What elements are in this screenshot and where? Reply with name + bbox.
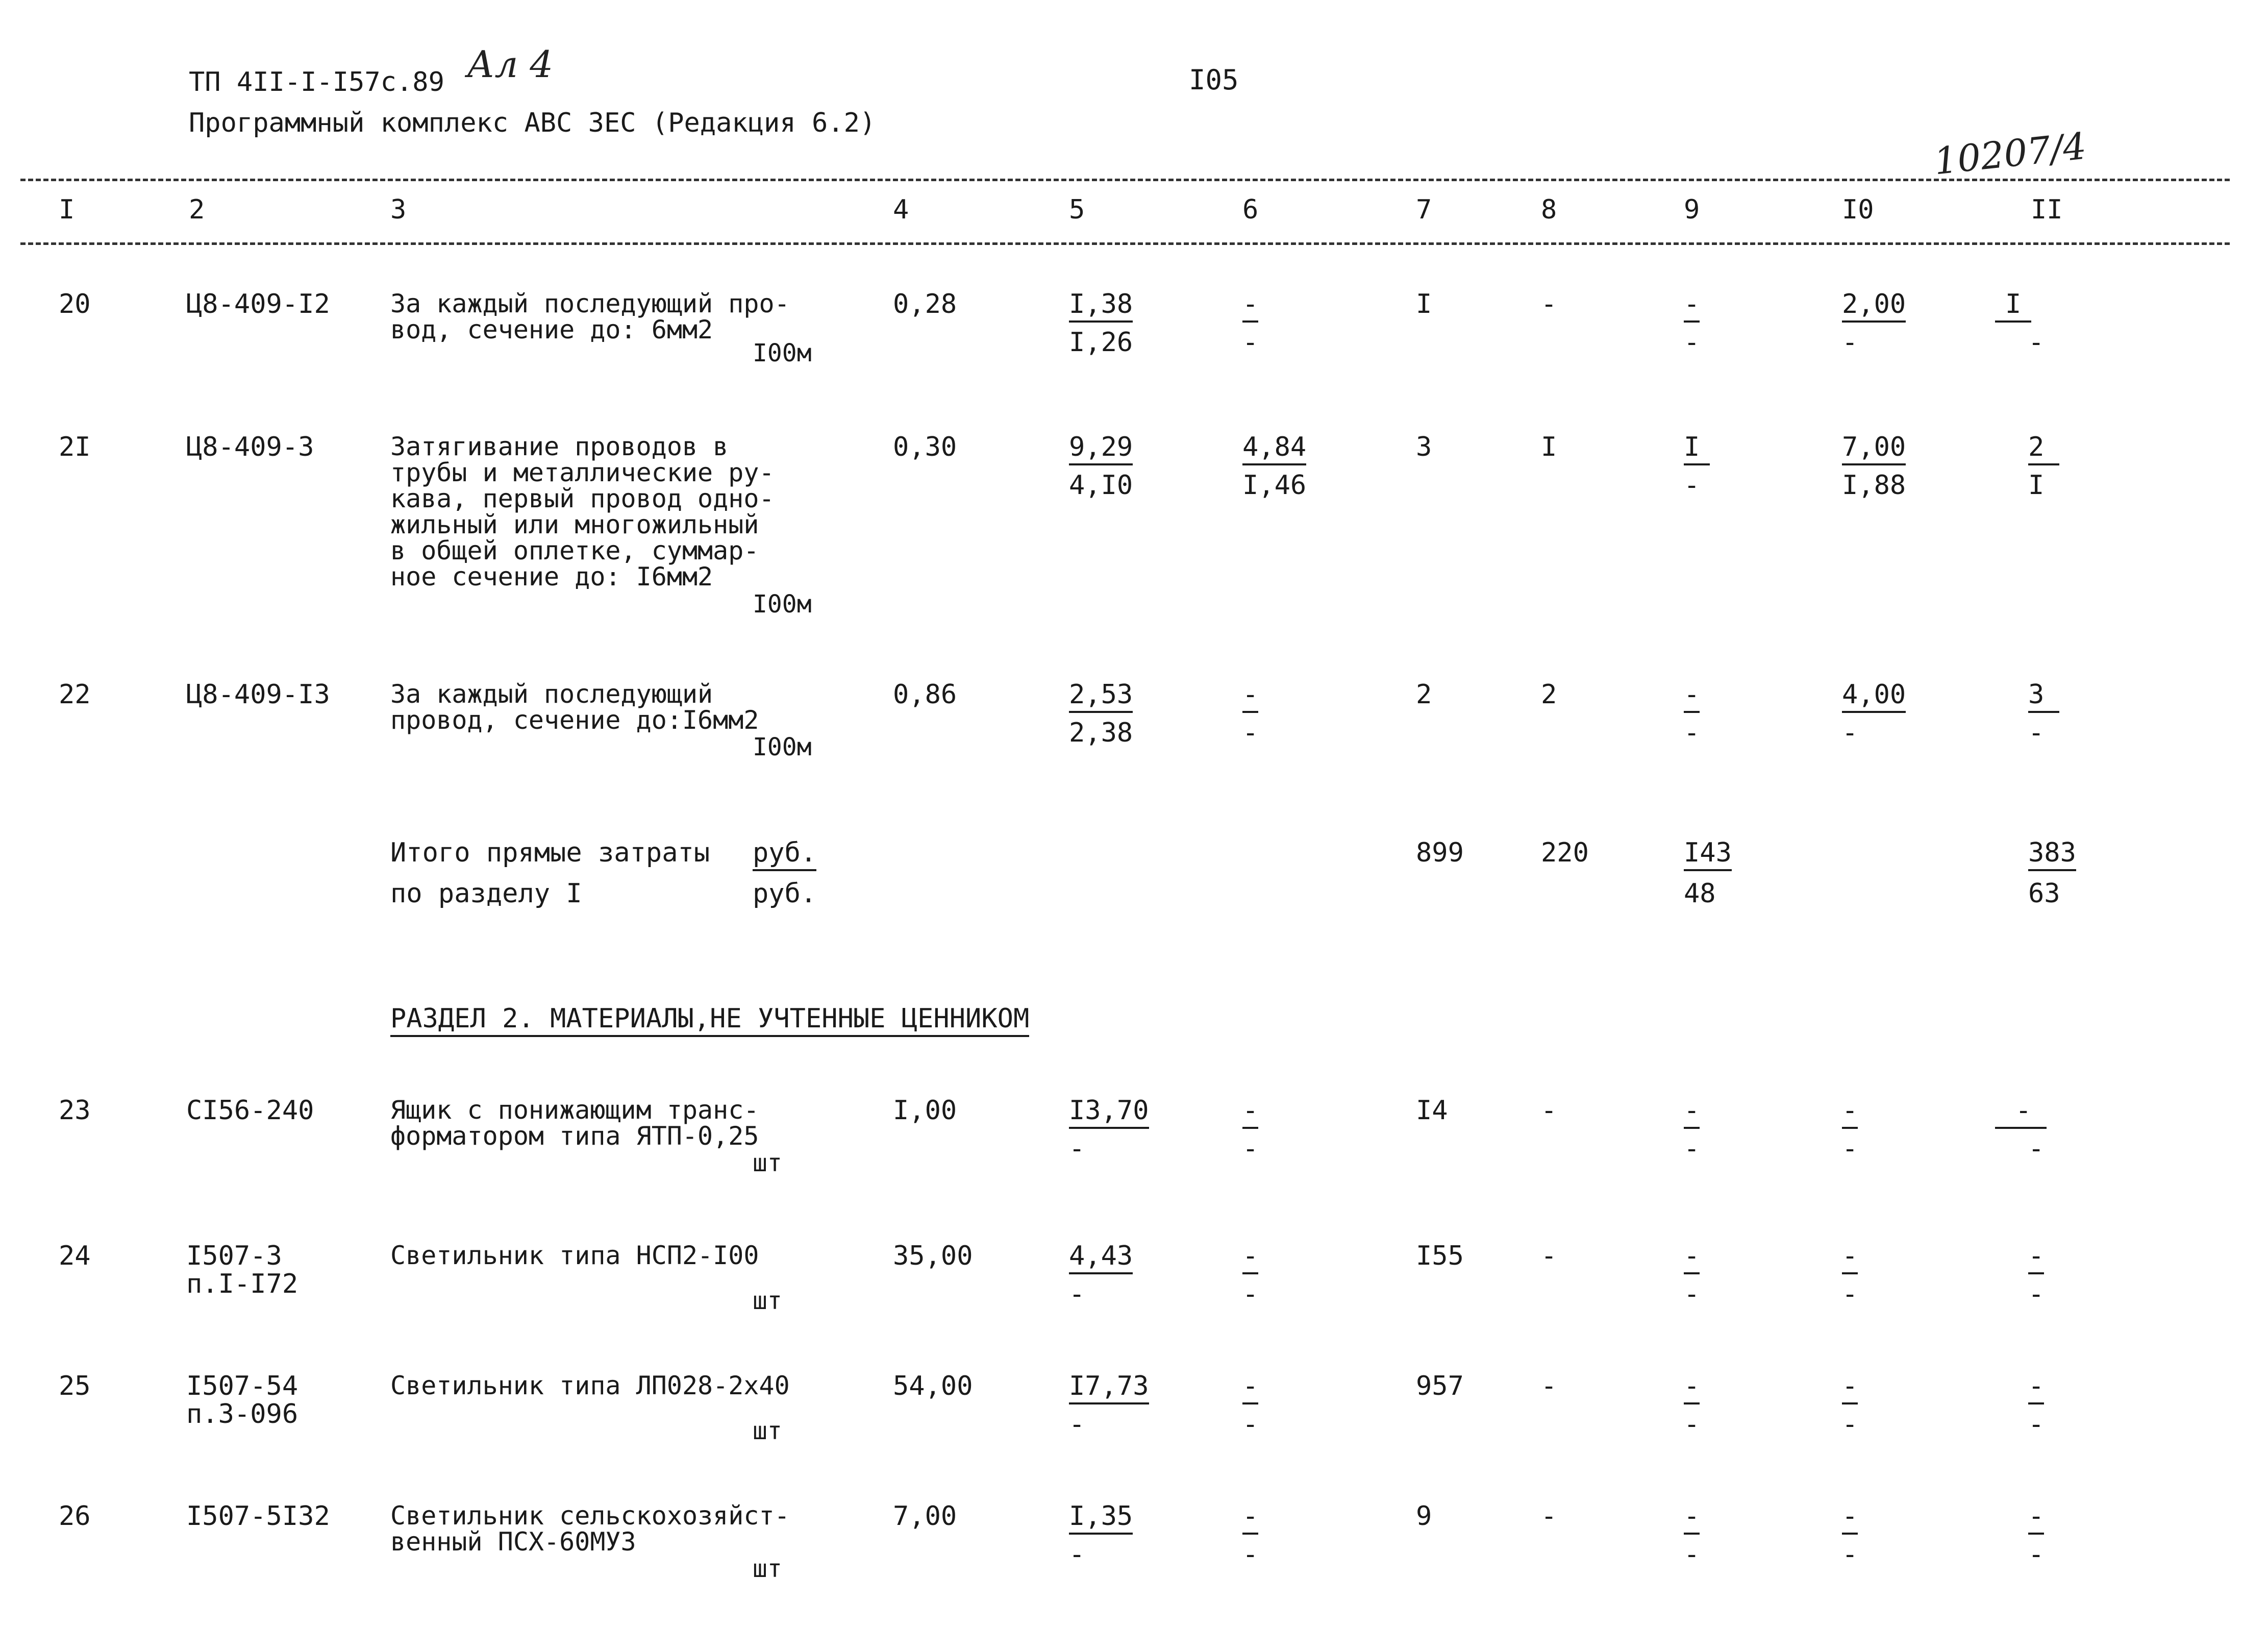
- unit-cost-total: 2,53: [1069, 679, 1133, 713]
- unit-cost-wages: -: [1069, 1279, 1085, 1310]
- labor-unit-machine: -: [1842, 1133, 1858, 1164]
- unit-cost-machines: -: [1242, 679, 1258, 713]
- total-cost: 9: [1416, 1501, 1432, 1532]
- total-machines: -: [1684, 1095, 1700, 1129]
- total-wages: -: [1541, 289, 1557, 319]
- total-cost: I55: [1416, 1241, 1464, 1271]
- column-header: 5: [1069, 194, 1085, 225]
- total-machine-wages: -: [1684, 718, 1700, 748]
- unit-cost-total: 4,43: [1069, 1241, 1133, 1274]
- row-number: 26: [59, 1501, 91, 1532]
- total-machines: I43: [1684, 837, 1732, 871]
- rate-code: СI56-240: [186, 1095, 314, 1126]
- archive-number: 10207/4: [1932, 124, 2088, 183]
- column-header: I0: [1842, 194, 1874, 225]
- quantity: 0,86: [893, 679, 957, 710]
- column-header: I: [59, 194, 75, 225]
- labor-unit-machine: -: [1842, 327, 1858, 358]
- column-header: 6: [1242, 194, 1259, 225]
- row-number: 25: [59, 1371, 91, 1401]
- total-machine-wages: 48: [1684, 878, 1716, 909]
- column-header: 9: [1684, 194, 1700, 225]
- unit-cost-machine-wages: -: [1242, 1279, 1259, 1310]
- unit-cost-wages: 4,I0: [1069, 470, 1133, 501]
- total-machines: -: [1684, 1241, 1700, 1274]
- document-subtitle: Программный комплекс АВС 3ЕС (Редакция 6.2): [189, 108, 876, 138]
- unit-cost-wages: -: [1069, 1133, 1085, 1164]
- unit-cost-total: 9,29: [1069, 432, 1133, 465]
- labor-total-machine: -: [2028, 1133, 2045, 1164]
- column-header: 3: [390, 194, 407, 225]
- unit-cost-total: I,35: [1069, 1501, 1133, 1535]
- labor-total: -: [2028, 1241, 2044, 1274]
- rate-code: I507-5I32: [186, 1501, 330, 1532]
- material-description: Ящик с понижающим транс- форматором типа ЯТП-0,25: [390, 1095, 759, 1151]
- unit-cost-machine-wages: -: [1242, 718, 1259, 748]
- quantity: 0,30: [893, 432, 957, 462]
- labor-total: 383: [2028, 837, 2076, 871]
- labor-total-machine: -: [2028, 1539, 2045, 1570]
- rate-code: Ц8-409-I3: [186, 679, 330, 710]
- total-label-section: по разделу I: [390, 878, 582, 909]
- unit-cost-machine-wages: -: [1242, 1539, 1259, 1570]
- unit-of-measure: шт: [753, 1555, 782, 1583]
- total-cost: I: [1416, 289, 1432, 319]
- total-machines: -: [1684, 289, 1700, 323]
- total-wages: 220: [1541, 837, 1589, 868]
- total-cost: 2: [1416, 679, 1432, 710]
- labor-unit: 2,00: [1842, 289, 1906, 323]
- total-cost: 899: [1416, 837, 1464, 868]
- unit-cost-machines: -: [1242, 1371, 1258, 1404]
- rate-code: I507-3: [186, 1241, 282, 1271]
- column-header: 7: [1416, 194, 1432, 225]
- row-number: 22: [59, 679, 91, 710]
- total-wages: I: [1541, 432, 1557, 462]
- unit-cost-total: I3,70: [1069, 1095, 1149, 1129]
- work-description: Затягивание проводов в трубы и металлические ру- кава, первый провод одно- жильный или многожильный в общей оплетке, суммар- ное сечение до: I6мм2: [390, 432, 775, 591]
- unit-cost-wages: -: [1069, 1409, 1085, 1440]
- total-cost: 957: [1416, 1371, 1464, 1401]
- unit-cost-machines: -: [1242, 1501, 1258, 1535]
- total-machine-wages: -: [1684, 1539, 1700, 1570]
- total-machine-wages: -: [1684, 1133, 1700, 1164]
- labor-unit: -: [1842, 1095, 1858, 1129]
- column-header: II: [2031, 194, 2063, 225]
- unit-cost-total: I,38: [1069, 289, 1133, 323]
- column-header: 8: [1541, 194, 1557, 225]
- row-number: 2I: [59, 432, 91, 462]
- material-description: Светильник типа НСП2-I00: [390, 1241, 759, 1270]
- unit-cost-machine-wages: I,46: [1242, 470, 1307, 501]
- unit-of-measure: I00м: [753, 339, 812, 367]
- rate-code: Ц8-409-3: [186, 432, 314, 462]
- unit-cost-wages: 2,38: [1069, 718, 1133, 748]
- total-unit-wages: руб.: [753, 878, 817, 909]
- total-machines: -: [1684, 1371, 1700, 1404]
- labor-total: I: [1995, 289, 2031, 323]
- section-title: РАЗДЕЛ 2. МАТЕРИАЛЫ,НЕ УЧТЕННЫЕ ЦЕННИКОМ: [390, 1003, 1029, 1037]
- total-label: Итого прямые затраты: [390, 837, 710, 868]
- total-machine-wages: -: [1684, 1279, 1700, 1310]
- total-machine-wages: -: [1684, 1409, 1700, 1440]
- quantity: 0,28: [893, 289, 957, 319]
- header-rule-top: [20, 179, 2230, 181]
- labor-total: 3: [2028, 679, 2059, 713]
- total-wages: -: [1541, 1501, 1557, 1532]
- total-machine-wages: -: [1684, 327, 1700, 358]
- labor-total-machine: I: [2028, 470, 2045, 501]
- rate-code-item: п.3-096: [186, 1399, 298, 1429]
- unit-of-measure: шт: [753, 1287, 782, 1315]
- unit-of-measure: I00м: [753, 590, 812, 619]
- page-number: I05: [1189, 64, 1239, 96]
- total-cost: 3: [1416, 432, 1432, 462]
- labor-unit-machine: -: [1842, 1539, 1858, 1570]
- quantity: 7,00: [893, 1501, 957, 1532]
- rate-code: Ц8-409-I2: [186, 289, 330, 319]
- unit-cost-machine-wages: -: [1242, 1133, 1259, 1164]
- labor-total: 2: [2028, 432, 2059, 465]
- unit-cost-total: I7,73: [1069, 1371, 1149, 1404]
- material-description: Светильник типа ЛП028-2х40: [390, 1371, 790, 1400]
- unit-of-measure: шт: [753, 1149, 782, 1177]
- column-header: 2: [189, 194, 205, 225]
- labor-total-machine: -: [2028, 327, 2045, 358]
- total-wages: -: [1541, 1095, 1557, 1126]
- labor-unit: 4,00: [1842, 679, 1906, 713]
- total-wages: -: [1541, 1241, 1557, 1271]
- rate-code-item: п.I-I72: [186, 1269, 298, 1299]
- labor-unit-machine: -: [1842, 718, 1858, 748]
- document-code: ТП 4II-I-I57с.89: [189, 67, 444, 97]
- total-wages: -: [1541, 1371, 1557, 1401]
- unit-cost-wages: -: [1069, 1539, 1085, 1570]
- quantity: 35,00: [893, 1241, 973, 1271]
- header-rule-bottom: [20, 242, 2230, 245]
- labor-total-machine: -: [2028, 1279, 2045, 1310]
- unit-cost-wages: I,26: [1069, 327, 1133, 358]
- rate-code: I507-54: [186, 1371, 298, 1401]
- labor-unit-machine: I,88: [1842, 470, 1906, 501]
- unit-cost-machine-wages: -: [1242, 1409, 1259, 1440]
- total-machine-wages: -: [1684, 470, 1700, 501]
- labor-total: -: [1995, 1095, 2047, 1129]
- row-number: 23: [59, 1095, 91, 1126]
- labor-unit: -: [1842, 1371, 1858, 1404]
- labor-unit: -: [1842, 1241, 1858, 1274]
- work-description: За каждый последующий провод, сечение до:I6мм2: [390, 679, 759, 735]
- column-header: 4: [893, 194, 909, 225]
- material-description: Светильник сельскохозяйст- венный ПСХ-60МУ3: [390, 1501, 790, 1557]
- labor-total: -: [2028, 1501, 2044, 1535]
- total-cost: I4: [1416, 1095, 1448, 1126]
- row-number: 24: [59, 1241, 91, 1271]
- total-machines: -: [1684, 1501, 1700, 1535]
- total-machines: -: [1684, 679, 1700, 713]
- quantity: 54,00: [893, 1371, 973, 1401]
- labor-unit: -: [1842, 1501, 1858, 1535]
- unit-cost-machines: 4,84: [1242, 432, 1306, 465]
- unit-cost-machines: -: [1242, 1095, 1258, 1129]
- labor-total-machine: -: [2028, 1409, 2045, 1440]
- labor-unit: 7,00: [1842, 432, 1906, 465]
- labor-unit-machine: -: [1842, 1409, 1858, 1440]
- unit-of-measure: I00м: [753, 733, 812, 761]
- handwritten-mark: Ал 4: [467, 43, 554, 86]
- total-machines: I: [1684, 432, 1710, 465]
- total-wages: 2: [1541, 679, 1557, 710]
- labor-total-machine: 63: [2028, 878, 2060, 909]
- labor-total: -: [2028, 1371, 2044, 1404]
- unit-of-measure: шт: [753, 1417, 782, 1445]
- work-description: За каждый последующий про- вод, сечение до: 6мм2: [390, 289, 790, 344]
- unit-cost-machine-wages: -: [1242, 327, 1259, 358]
- unit-cost-machines: -: [1242, 289, 1258, 323]
- unit-cost-machines: -: [1242, 1241, 1258, 1274]
- labor-total-machine: -: [2028, 718, 2045, 748]
- total-unit: руб.: [753, 837, 816, 871]
- labor-unit-machine: -: [1842, 1279, 1858, 1310]
- row-number: 20: [59, 289, 91, 319]
- quantity: I,00: [893, 1095, 957, 1126]
